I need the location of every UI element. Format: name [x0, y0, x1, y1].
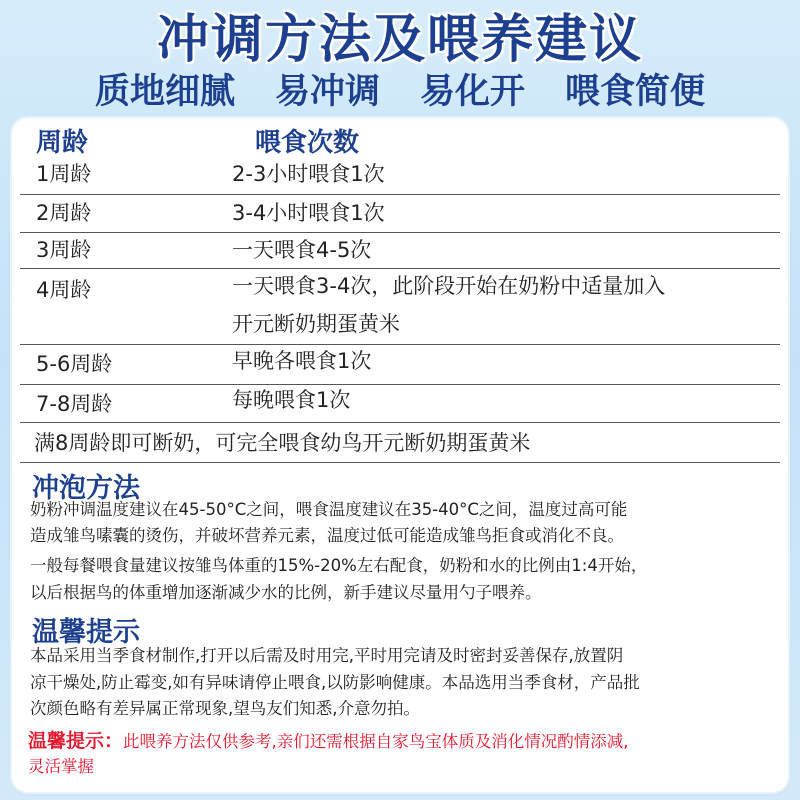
tagline-item: 易化开	[420, 72, 526, 112]
row-frequency: 每晚喂食1次	[232, 388, 351, 412]
row-age: 4周龄	[36, 278, 92, 302]
row-frequency: 2-3小时喂食1次	[232, 162, 385, 186]
row-age: 2周龄	[36, 201, 92, 225]
brewing-line: 奶粉冲调温度建议在45-50°C之间，喂食温度建议在35-40°C之间，温度过高可能	[30, 500, 628, 519]
brewing-line: 以后根据鸟的体重增加逐渐减少水的比例，新手建议尽量用勺子喂养。	[30, 583, 542, 602]
row-divider	[20, 232, 780, 233]
page-title: 冲调方法及喂养建议	[156, 10, 643, 70]
warning-text: 此喂养方法仅供参考,亲们还需根据自家鸟宝体质及消化情况酌情添减,	[123, 732, 629, 751]
header-feeding-times: 喂食次数	[255, 128, 360, 158]
brewing-line: 一般每餐喂食量建议按雏鸟体重的15%-20%左右配食，奶粉和水的比例由1:4开始，	[30, 556, 648, 575]
brewing-line: 造成雏鸟嗉囊的烫伤，并破坏营养元素，温度过低可能造成雏鸟拒食或消化不良。	[30, 526, 624, 545]
row-age: 1周龄	[36, 162, 92, 186]
table-bottom-divider	[20, 462, 780, 463]
tagline-item: 喂食简便	[565, 72, 706, 112]
row-frequency: 一天喂食4-5次	[232, 238, 372, 262]
weaning-note: 满8周龄即可断奶，可完全喂食幼鸟开元断奶期蛋黄米	[34, 431, 531, 455]
row-frequency-continued: 开元断奶期蛋黄米	[232, 312, 400, 336]
row-frequency: 一天喂食3-4次，此阶段开始在奶粉中适量加入	[232, 274, 666, 298]
warning-label: 温馨提示：	[28, 730, 124, 752]
warning-text-continued: 灵活掌握	[28, 757, 94, 776]
row-frequency: 早晚各喂食1次	[232, 349, 372, 373]
row-divider	[20, 384, 780, 385]
row-frequency: 3-4小时喂食1次	[232, 201, 385, 225]
tagline-item: 易冲调	[274, 72, 380, 112]
row-age: 3周龄	[36, 238, 92, 262]
tagline-item: 质地细腻	[94, 72, 235, 112]
row-age: 5-6周龄	[36, 352, 113, 376]
header-age: 周龄	[36, 128, 89, 158]
tips-line: 次颜色略有差异属正常现象,望鸟友们知悉,介意勿拍。	[30, 699, 420, 718]
feature-tagline	[0, 66, 800, 118]
row-age: 7-8周龄	[36, 392, 113, 416]
tips-line: 本品采用当季食材制作,打开以后需及时用完,平时用完请及时密封妥善保存,放置阴	[30, 646, 624, 665]
row-divider	[20, 194, 780, 195]
brewing-title: 冲泡方法	[32, 473, 140, 504]
tips-title: 温馨提示	[32, 617, 140, 648]
tips-line: 凉干燥处,防止霉变,如有异味请停止喂食,以防影响健康。本品选用当季食材，产品批	[30, 673, 640, 692]
row-divider	[20, 422, 780, 423]
row-divider	[20, 344, 780, 345]
warning-note	[28, 729, 778, 779]
